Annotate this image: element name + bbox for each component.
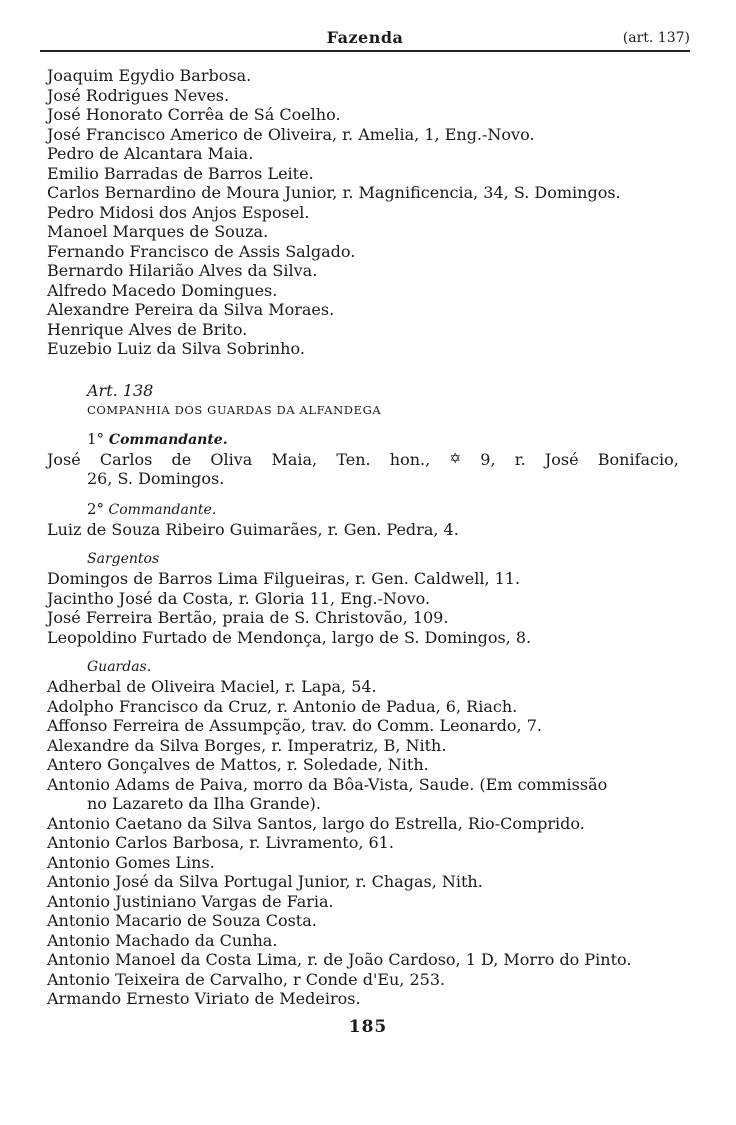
word: Bonifacio, (597, 449, 679, 469)
header-rule (40, 50, 690, 52)
list-item: Antonio Justiniano Vargas de Faria. (47, 891, 334, 911)
first-commander-line-cont: 26, S. Domingos. (87, 469, 225, 488)
list-item: Armando Ernesto Viriato de Medeiros. (47, 989, 361, 1008)
list-item: Antonio Teixeira de Carvalho, r Conde d'Eu, 253. (47, 969, 446, 989)
word: Maia, (271, 449, 318, 469)
list-item: Leopoldino Furtado de Mendonça, largo de S. Domingos, 8. (47, 627, 532, 647)
sargentos-heading: Sargentos (87, 551, 160, 567)
list-item: Jacintho José da Costa, r. Gloria 11, Eng.-Novo. (47, 588, 431, 608)
article-reference: (art. 137) (622, 30, 690, 46)
word: Oliva (210, 449, 253, 469)
first-commander-heading (47, 429, 687, 450)
page-title: Fazenda (326, 28, 404, 47)
first-commander-line (47, 450, 679, 470)
word: de (171, 449, 192, 469)
names-list-top (47, 66, 687, 359)
word: r. (514, 449, 526, 469)
list-item: Antonio Gomes Lins. (47, 852, 215, 872)
list-item: Antonio Macario de Souza Costa. (47, 911, 317, 930)
list-item: Antonio Manoel da Costa Lima, r. de João Cardoso, 1 D, Morro do Pinto. (47, 950, 632, 969)
list-item: Antonio José da Silva Portugal Junior, r. Chagas, Nith. (47, 872, 483, 891)
first-commander-role: Commandante. (108, 431, 228, 448)
list-item: Pedro de Alcantara Maia. (47, 144, 254, 163)
list-item: Alexandre da Silva Borges, r. Imperatriz, B, Nith. (47, 735, 447, 755)
list-item: Carlos Bernardino de Moura Junior, r. Magnificencia, 34, S. Domingos. (47, 183, 621, 202)
second-commander-number: 2° (87, 499, 105, 518)
list-item: Bernardo Hilarião Alves da Silva. (47, 261, 318, 280)
list-item: Domingos de Barros Lima Filgueiras, r. Gen. Caldwell, 11. (47, 569, 521, 588)
article-subtitle: COMPANHIA DOS GUARDAS DA ALFANDEGA (87, 402, 382, 417)
list-item: Adolpho Francisco da Cruz, r. Antonio de Padua, 6, Riach. (47, 696, 518, 716)
list-item: Adherbal de Oliveira Maciel, r. Lapa, 54. (47, 677, 377, 696)
list-item: Euzebio Luiz da Silva Sobrinho. (47, 339, 305, 358)
list-item-continuation: no Lazareto da Ilha Grande). (87, 794, 321, 813)
guardas-heading: Guardas. (87, 659, 152, 675)
page-header (40, 28, 690, 50)
second-commander-heading (47, 499, 687, 520)
word: 9, (480, 449, 496, 469)
word: Carlos (99, 449, 153, 469)
page-body (47, 66, 687, 1009)
list-item: Alexandre Pereira da Silva Moraes. (47, 300, 335, 319)
list-item: Antonio Machado da Cunha. (47, 930, 278, 950)
list-item: Pedro Midosi dos Anjos Esposel. (47, 202, 310, 222)
page-number: 185 (348, 1017, 388, 1037)
second-commander-role: Commandante. (108, 501, 217, 518)
list-item: Antero Gonçalves de Mattos, r. Soledade, Nith. (47, 755, 429, 774)
second-commander-name: Luiz de Souza Ribeiro Guimarães, r. Gen. Pedra, 4. (47, 519, 459, 539)
list-item: José Rodrigues Neves. (47, 85, 230, 105)
list-item: Manoel Marques de Souza. (47, 222, 269, 241)
list-item: Antonio Caetano da Silva Santos, largo do Estrella, Rio-Comprido. (47, 813, 585, 833)
list-item: Fernando Francisco de Assis Salgado. (47, 241, 356, 261)
list-item: Henrique Alves de Brito. (47, 319, 248, 339)
word: Ten. (336, 449, 371, 469)
list-item: Joaquim Egydio Barbosa. (47, 66, 252, 85)
star-icon: ✡ (449, 450, 462, 467)
list-item: José Francisco Americo de Oliveira, r. Amelia, 1, Eng.-Novo. (47, 124, 535, 144)
list-item: Antonio Carlos Barbosa, r. Livramento, 61. (47, 833, 394, 852)
list-item: Emilio Barradas de Barros Leite. (47, 163, 314, 183)
list-item: Affonso Ferreira de Assumpção, trav. do Comm. Leonardo, 7. (47, 716, 542, 735)
list-item: Antonio Adams de Paiva, morro da Bôa-Vista, Saude. (Em commissão (47, 774, 608, 794)
list-item: José Honorato Corrêa de Sá Coelho. (47, 105, 341, 124)
word: José (47, 449, 81, 469)
first-commander-number: 1° (87, 429, 105, 448)
word: hon., (389, 449, 431, 469)
word: José (544, 449, 579, 469)
list-item: Alfredo Macedo Domingues. (47, 280, 278, 300)
article-title: Art. 138 (87, 380, 154, 400)
list-item: José Ferreira Bertão, praia de S. Christovão, 109. (47, 608, 449, 627)
